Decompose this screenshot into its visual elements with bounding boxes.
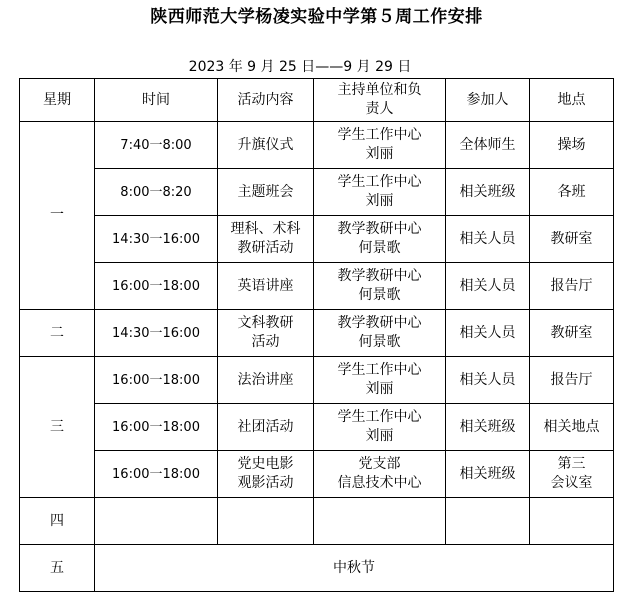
header-host-line: 责人 xyxy=(365,101,394,117)
time-cell: 16:00一18:00 xyxy=(95,263,218,310)
time-cell: 8:00一8:20 xyxy=(95,169,218,216)
activity-cell xyxy=(218,263,314,310)
host-line: 何景歌 xyxy=(358,287,401,303)
location-cell xyxy=(530,310,614,357)
location-cell xyxy=(530,404,614,451)
table-row xyxy=(20,263,614,310)
activity-line: 文科教研 xyxy=(237,315,294,331)
location-cell xyxy=(530,122,614,169)
activity-cell xyxy=(218,404,314,451)
activity-cell xyxy=(218,169,314,216)
schedule-table xyxy=(19,78,614,592)
activity-cell xyxy=(218,122,314,169)
time-cell: 7:40一8:00 xyxy=(95,122,218,169)
location-line: 会议室 xyxy=(550,475,593,491)
host-line: 党支部 xyxy=(358,456,401,472)
activity-line: 法治讲座 xyxy=(237,371,294,388)
time-cell: 16:00一18:00 xyxy=(95,404,218,451)
header-row xyxy=(20,79,614,122)
host-line: 信息技术中心 xyxy=(337,475,422,491)
day-cell-thursday: 四 xyxy=(20,498,95,545)
location-line: 相关地点 xyxy=(543,418,600,435)
activity-line: 党史电影 xyxy=(237,456,294,472)
location-cell xyxy=(530,169,614,216)
page-title: 陕西师范大学杨凌实验中学第５周工作安排 xyxy=(150,7,483,27)
date-range: 2023 年 9 月 25 日——9 月 29 日 xyxy=(188,59,412,75)
activity-cell xyxy=(218,216,314,263)
location-line: 操场 xyxy=(557,136,586,153)
header-time: 时间 xyxy=(95,79,218,122)
table-row xyxy=(20,498,614,545)
host-line: 刘丽 xyxy=(365,428,394,444)
activity-cell xyxy=(218,498,314,545)
host-line: 刘丽 xyxy=(365,146,394,162)
time-cell: 16:00一18:00 xyxy=(95,451,218,498)
table-row xyxy=(20,404,614,451)
participants-cell xyxy=(446,498,530,545)
host-cell xyxy=(314,169,446,216)
activity-cell xyxy=(218,357,314,404)
host-line: 何景歌 xyxy=(358,240,401,256)
table-row xyxy=(20,545,614,592)
participants-cell: 相关人员 xyxy=(446,310,530,357)
host-line: 教学教研中心 xyxy=(337,221,422,237)
time-cell: 16:00一18:00 xyxy=(95,357,218,404)
activity-line: 英语讲座 xyxy=(237,277,294,294)
host-line: 刘丽 xyxy=(365,193,394,209)
activity-line: 升旗仪式 xyxy=(237,136,294,153)
host-line: 学生工作中心 xyxy=(337,362,422,378)
header-host-line: 主持单位和负 xyxy=(337,82,422,98)
host-line: 学生工作中心 xyxy=(337,174,422,190)
location-cell xyxy=(530,357,614,404)
location-line: 教研室 xyxy=(550,230,593,247)
host-cell xyxy=(314,263,446,310)
location-line: 教研室 xyxy=(550,324,593,341)
header-participants: 参加人 xyxy=(446,79,530,122)
host-cell xyxy=(314,451,446,498)
header-activity: 活动内容 xyxy=(218,79,314,122)
host-line: 何景歌 xyxy=(358,334,401,350)
activity-line: 教研活动 xyxy=(237,240,294,256)
participants-cell: 全体师生 xyxy=(446,122,530,169)
location-line: 报告厅 xyxy=(550,277,593,294)
day-cell-tuesday: 二 xyxy=(20,310,95,357)
table-row xyxy=(20,216,614,263)
host-cell xyxy=(314,357,446,404)
activity-line: 理科、术科 xyxy=(230,221,301,237)
header-day: 星期 xyxy=(20,79,95,122)
host-line: 教学教研中心 xyxy=(337,315,422,331)
time-cell xyxy=(95,498,218,545)
table-row xyxy=(20,169,614,216)
activity-line: 社团活动 xyxy=(237,418,294,435)
participants-cell: 相关人员 xyxy=(446,263,530,310)
location-cell xyxy=(530,451,614,498)
table-row xyxy=(20,357,614,404)
location-cell xyxy=(530,216,614,263)
participants-cell: 相关班级 xyxy=(446,169,530,216)
day-cell-friday: 五 xyxy=(20,545,95,592)
host-line: 学生工作中心 xyxy=(337,409,422,425)
activity-line: 主题班会 xyxy=(237,183,294,200)
location-line: 各班 xyxy=(557,183,586,200)
activity-cell xyxy=(218,451,314,498)
location-cell xyxy=(530,263,614,310)
day-cell-monday: 一 xyxy=(20,122,95,310)
participants-cell: 相关班级 xyxy=(446,404,530,451)
header-location: 地点 xyxy=(530,79,614,122)
holiday-note: 中秋节 xyxy=(95,545,614,592)
host-cell xyxy=(314,310,446,357)
activity-line: 活动 xyxy=(251,334,280,350)
table-row xyxy=(20,310,614,357)
activity-cell xyxy=(218,310,314,357)
activity-line: 观影活动 xyxy=(237,475,294,491)
host-cell xyxy=(314,498,446,545)
host-line: 教学教研中心 xyxy=(337,268,422,284)
header-host xyxy=(314,79,446,122)
time-cell: 14:30一16:00 xyxy=(95,310,218,357)
host-cell xyxy=(314,404,446,451)
location-line: 第三 xyxy=(557,456,586,472)
location-line: 报告厅 xyxy=(550,371,593,388)
table-row xyxy=(20,451,614,498)
participants-cell: 相关人员 xyxy=(446,357,530,404)
host-line: 刘丽 xyxy=(365,381,394,397)
host-cell xyxy=(314,122,446,169)
table-row xyxy=(20,122,614,169)
location-cell xyxy=(530,498,614,545)
participants-cell: 相关人员 xyxy=(446,216,530,263)
day-cell-wednesday: 三 xyxy=(20,357,95,498)
host-line: 学生工作中心 xyxy=(337,127,422,143)
time-cell: 14:30一16:00 xyxy=(95,216,218,263)
host-cell xyxy=(314,216,446,263)
participants-cell: 相关班级 xyxy=(446,451,530,498)
